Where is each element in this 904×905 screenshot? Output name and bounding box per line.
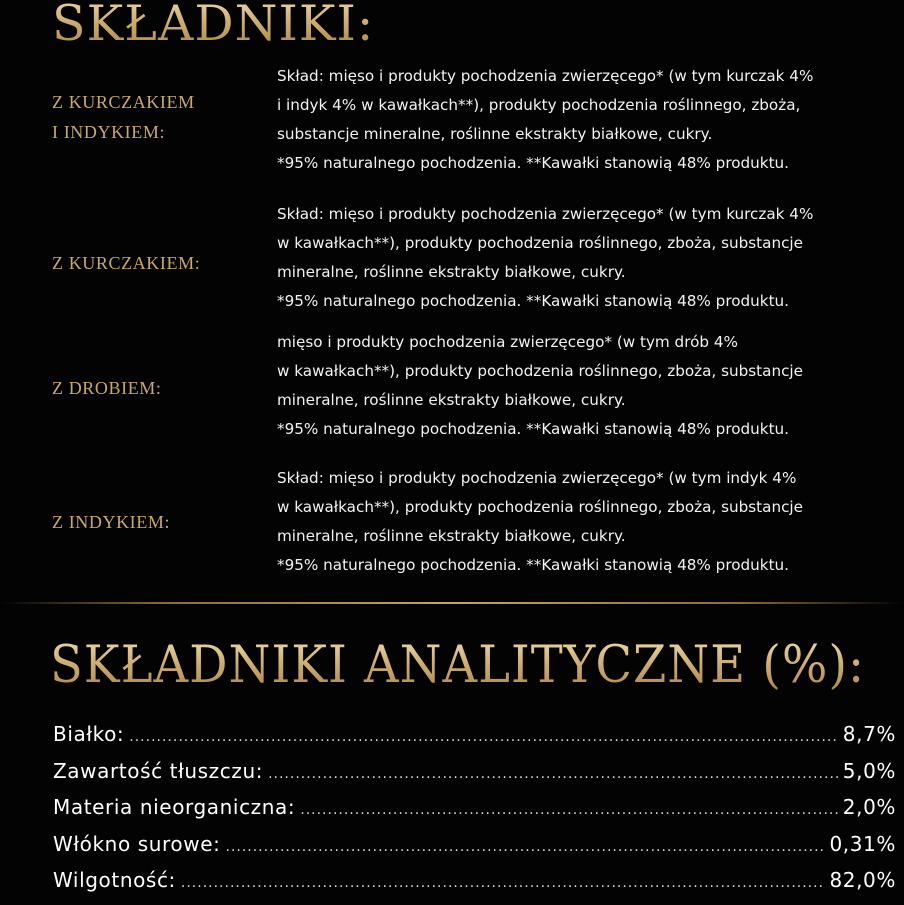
variant-ingredients-text (277, 200, 877, 316)
variant-label (52, 248, 200, 278)
ingredients-line: Skład: mięso i produkty pochodzenia zwierzęcego* (w tym kurczak 4% (277, 67, 814, 85)
analysis-name: Włókno surowe: (53, 831, 221, 856)
ingredients-line: *95% naturalnego pochodzenia. **Kawałki stanowią 48% produktu. (277, 292, 789, 310)
variant-label-line: Z KURCZAKIEM (52, 92, 195, 112)
ingredients-line: mineralne, roślinne ekstrakty białkowe, cukry. (277, 263, 626, 281)
analysis-row-moisture (53, 862, 896, 899)
ingredients-line: *95% naturalnego pochodzenia. **Kawałki stanowią 48% produktu. (277, 556, 789, 574)
variant-label-line: I INDYKIEM: (52, 122, 166, 142)
analysis-list (53, 716, 896, 899)
analysis-name: Zawartość tłuszczu: (53, 758, 264, 783)
analysis-row-fiber (53, 826, 896, 863)
variant-label (52, 373, 162, 403)
analysis-name: Wilgotność: (53, 868, 176, 892)
ingredients-line: mineralne, roślinne ekstrakty białkowe, cukry. (277, 527, 626, 545)
ingredients-line: Skład: mięso i produkty pochodzenia zwierzęcego* (w tym kurczak 4% (277, 205, 814, 223)
ingredients-line: w kawałkach**), produkty pochodzenia roślinnego, zboża, substancje (277, 234, 803, 252)
analysis-value: 8,7% (842, 722, 896, 746)
variant-label-line: Z DROBIEM: (52, 378, 162, 398)
dot-leader (268, 756, 838, 792)
dot-leader (129, 719, 838, 755)
ingredients-line: mięso i produkty pochodzenia zwierzęcego* (w tym drób 4% (277, 333, 738, 351)
variant-label-line: Z KURCZAKIEM: (52, 253, 201, 273)
ingredients-line: *95% naturalnego pochodzenia. **Kawałki stanowią 48% produktu. (277, 154, 789, 172)
dot-leader (181, 865, 825, 901)
ingredients-line: *95% naturalnego pochodzenia. **Kawałki stanowią 48% produktu. (277, 420, 789, 438)
ingredients-line: i indyk 4% w kawałkach**), produkty pochodzenia roślinnego, zboża, (277, 96, 801, 114)
variant-label (52, 507, 170, 537)
analysis-row-fat (53, 753, 896, 790)
analysis-heading: SKŁADNIKI ANALITYCZNE (%): (50, 636, 866, 695)
ingredients-line: mineralne, roślinne ekstrakty białkowe, cukry. (277, 391, 626, 409)
variant-label (52, 87, 195, 147)
analysis-value: 82,0% (829, 868, 896, 892)
analysis-value: 2,0% (842, 795, 896, 819)
variant-ingredients-text (277, 464, 877, 580)
analysis-value: 0,31% (829, 831, 896, 856)
dot-leader (300, 792, 838, 828)
ingredients-line: w kawałkach**), produkty pochodzenia roślinnego, zboża, substancje (277, 362, 803, 380)
dot-leader (225, 829, 824, 865)
ingredients-line: Skład: mięso i produkty pochodzenia zwierzęcego* (w tym indyk 4% (277, 469, 797, 487)
analysis-row-ash (53, 789, 896, 826)
variant-label-line: Z INDYKIEM: (52, 512, 171, 532)
analysis-value: 5,0% (842, 758, 896, 783)
section-divider (0, 602, 904, 604)
analysis-name: Materia nieorganiczna: (53, 795, 296, 819)
analysis-name: Białko: (53, 722, 125, 746)
ingredients-heading: SKŁADNIKI: (52, 0, 374, 54)
analysis-row-protein (53, 716, 896, 753)
variant-ingredients-text (277, 328, 877, 444)
variant-ingredients-text (277, 62, 877, 178)
ingredients-line: substancje mineralne, roślinne ekstrakty białkowe, cukry. (277, 125, 713, 143)
ingredients-line: w kawałkach**), produkty pochodzenia roślinnego, zboża, substancje (277, 498, 803, 516)
